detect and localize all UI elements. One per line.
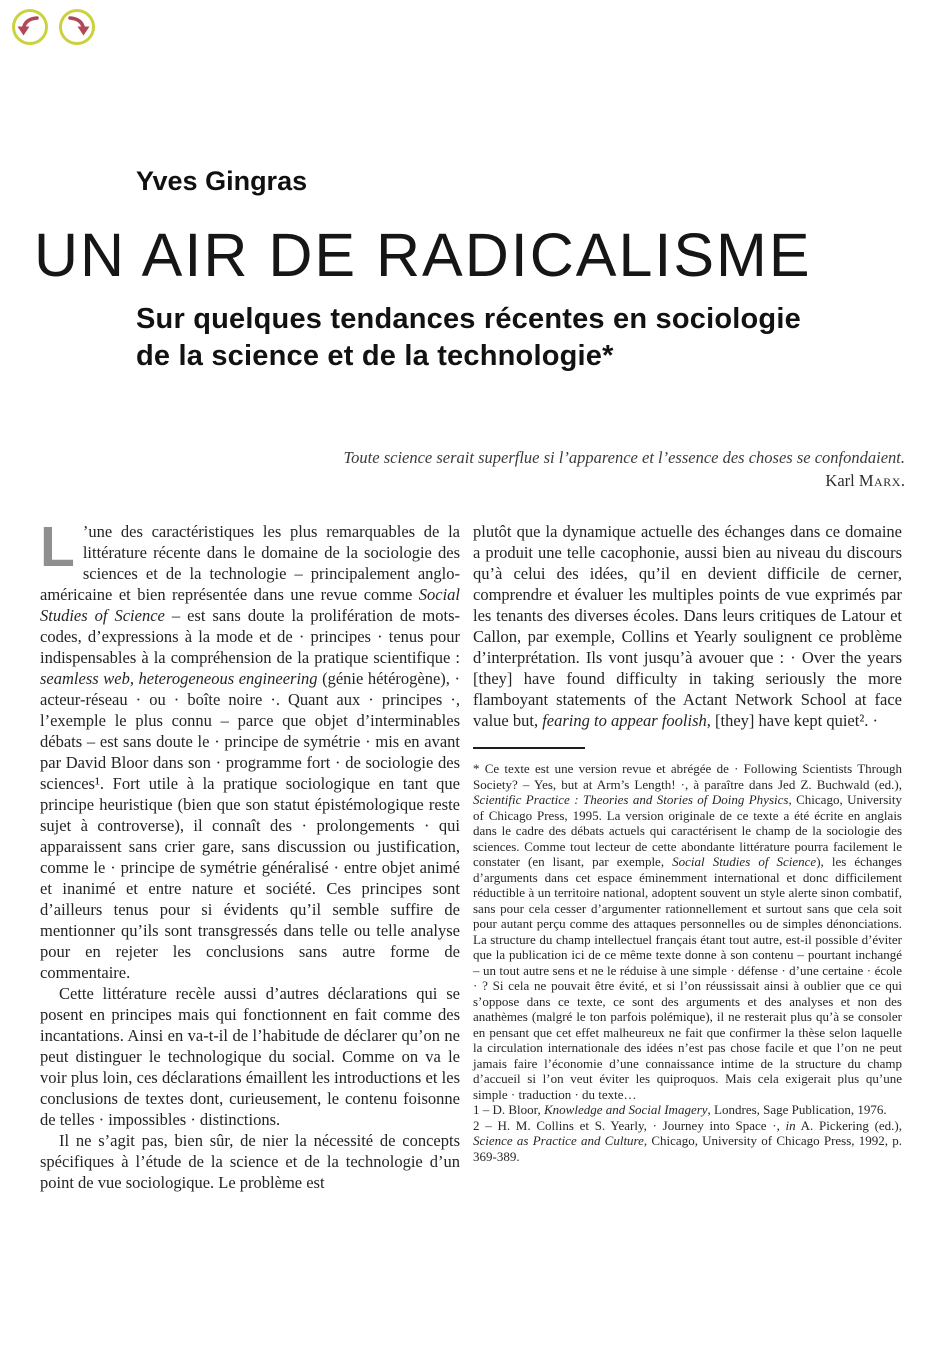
footnote-1: 1 – D. Bloor, Knowledge and Social Imagery, Londres, Sage Publication, 1976. <box>473 1102 887 1117</box>
author-name: Yves Gingras <box>136 166 308 196</box>
paragraph-1-text: ’une des caractéristiques les plus remarquables de la littérature récente dans le domaine de la sociologie des sciences et de la technologie – principalement anglo-américaine et bien représentée dans une revue comme Social Studies of Science – est sans doute la prolifération de mots-codes, d’expressions à la mode et de · principes · tenus pour indispensables à la compréhension de la pratique scientifique : seamless web, heterogeneous engineering (génie hétérogène), · acteur-réseau · ou · boîte noire ·. Quant aux · principes ·, l’exemple le plus connu – parce que objet d’interminables débats – est sans doute le · principe de symétrie · mis en avant par David Bloor dans son · programme fort · de sociologie des sciences¹. Fort utile à la pratique sociologique en tant que principe heuristique (bien que son statut épistémologique reste sujet à controverse), il connaît des · prolongements · qui apparaissent sans crier gare, sans discussion ou justification, comme le · principe de symétrie généralisé · entre objet animé et inanimé et entre nature et société. Ces principes sont d’ailleurs tenus pour si évidents qu’il semble suffire de mentionner qu’ils sont transgressés dans telle ou telle analyse pour en rejeter les conclusions sans autre forme de commentaire. <box>40 522 460 982</box>
footnote-star: * Ce texte est une version revue et abrégée de · Following Scientists Through Society? – Yes, but at Arm’s Length! ·, à paraître dans Jed Z. Buchwald (ed.), Scientific Practice : Theories and Stories of Doing Physics, Chicago, University of Chicago Press, 1995. La version originale de ce texte a été écrite en anglais dans le cadre des débats actuels qui caractérisent le champ de la sociologie des sciences. Comme tout lecteur de cette abondante littérature pourra facilement le constater (en lisant, par exemple, Social Studies of Science), les échanges d’arguments dans cet espace éminemment international et donc difficilement réductible à un territoire national, adoptent souvent un style alerte sinon combatif, sans pour cela cesser d’argumenter rationnellement et surtout sans que cela soit pour autant perçu comme des attaques personnelles ou de simples dénonciations. La structure du champ intellectuel français étant tout autre, est-il possible d’éviter que la publication ici de ce même texte donne à son contenu – pourtant inchangé – un tout autre sens et ne le réduise à une simple · défense · d’une certaine · école · ? Si cela ne pouvait être évité, et si l’on réussissait ainsi à oublier que ce qui s’oppose dans ce texte, ce sont des arguments et des analyses et non des anathèmes (malgré le ton parfois polémique), il ne resterait plus qu’à se consoler en pensant que cet effet malheureux ne fait que confirmer la thèse selon laquelle la circulation internationale des idées n’est pas chose facile et que l’on ne peut jamais faire l’économie d’une connaissance intime de la structure du champ d’accueil si l’on veut éviter les quiproquos. Mais cela exigerait plus qu’une simple · traduction · du texte… <box>473 761 902 1102</box>
rotate-ccw-arrow-icon[interactable] <box>10 7 50 47</box>
footnote-separator <box>473 747 585 749</box>
article-subtitle <box>136 301 801 375</box>
subtitle-line-2: de la science et de la technologie* <box>136 340 614 372</box>
article-body <box>40 515 902 1193</box>
epigraph <box>344 446 905 492</box>
footnotes <box>473 761 902 1164</box>
left-column <box>40 515 460 1193</box>
drop-cap: L <box>40 515 75 579</box>
epigraph-quote: Toute science serait superflue si l’apparence et l’essence des choses se confondaient. <box>343 448 905 467</box>
article-title: UN AIR DE RADICALISME <box>34 221 812 289</box>
footnote-2: 2 – H. M. Collins et S. Yearly, · Journey into Space ·, in A. Pickering (ed.), Science as Practice and Culture, Chicago, University of Chicago Press, 1992, p. 369-389. <box>473 1117 902 1164</box>
paragraph-4: plutôt que la dynamique actuelle des échanges dans ce domaine a produit une telle cacophonie, aussi bien au niveau du discours qu’à celui des idées, qu’il en devient difficile de cerner, comprendre et évaluer les multiples points de vue exprimés par les tenants des diverses écoles. Dans leurs critiques de Latour et Callon, par exemple, Collins et Yearly soulignent ce problème d’interprétation. Ils vont jusqu’à avouer que : · Over the years [they] have found difficulty in taking seriously the more flamboyant statements of the Actant Network School at face value but, fearing to appear foolish, [they] have kept quiet². · <box>473 522 902 730</box>
paragraph-1 <box>40 515 460 983</box>
nav-icons <box>10 7 97 47</box>
paragraph-3: Il ne s’agit pas, bien sûr, de nier la nécessité de concepts spécifiques à l’étude de la science et de la technologie d’un point de vue sociologique. Le problème est <box>40 1131 460 1192</box>
subtitle-line-1: Sur quelques tendances récentes en sociologie <box>136 303 801 335</box>
rotate-cw-arrow-icon[interactable] <box>57 7 97 47</box>
epigraph-attribution: Karl Marx. <box>825 471 905 490</box>
paragraph-2: Cette littérature recèle aussi d’autres déclarations qui se posent en principes mais qui fonctionnent en fait comme des incantations. Ainsi en va-t-il de l’habitude de déclarer qu’on ne peut distinguer le technologique du social. Comme on va le voir plus loin, ces déclarations émaillent les introductions et les conclusions de textes dont, curieusement, le contenu foisonne de telles · impossibles · distinctions. <box>40 984 460 1129</box>
right-column <box>473 521 902 1193</box>
